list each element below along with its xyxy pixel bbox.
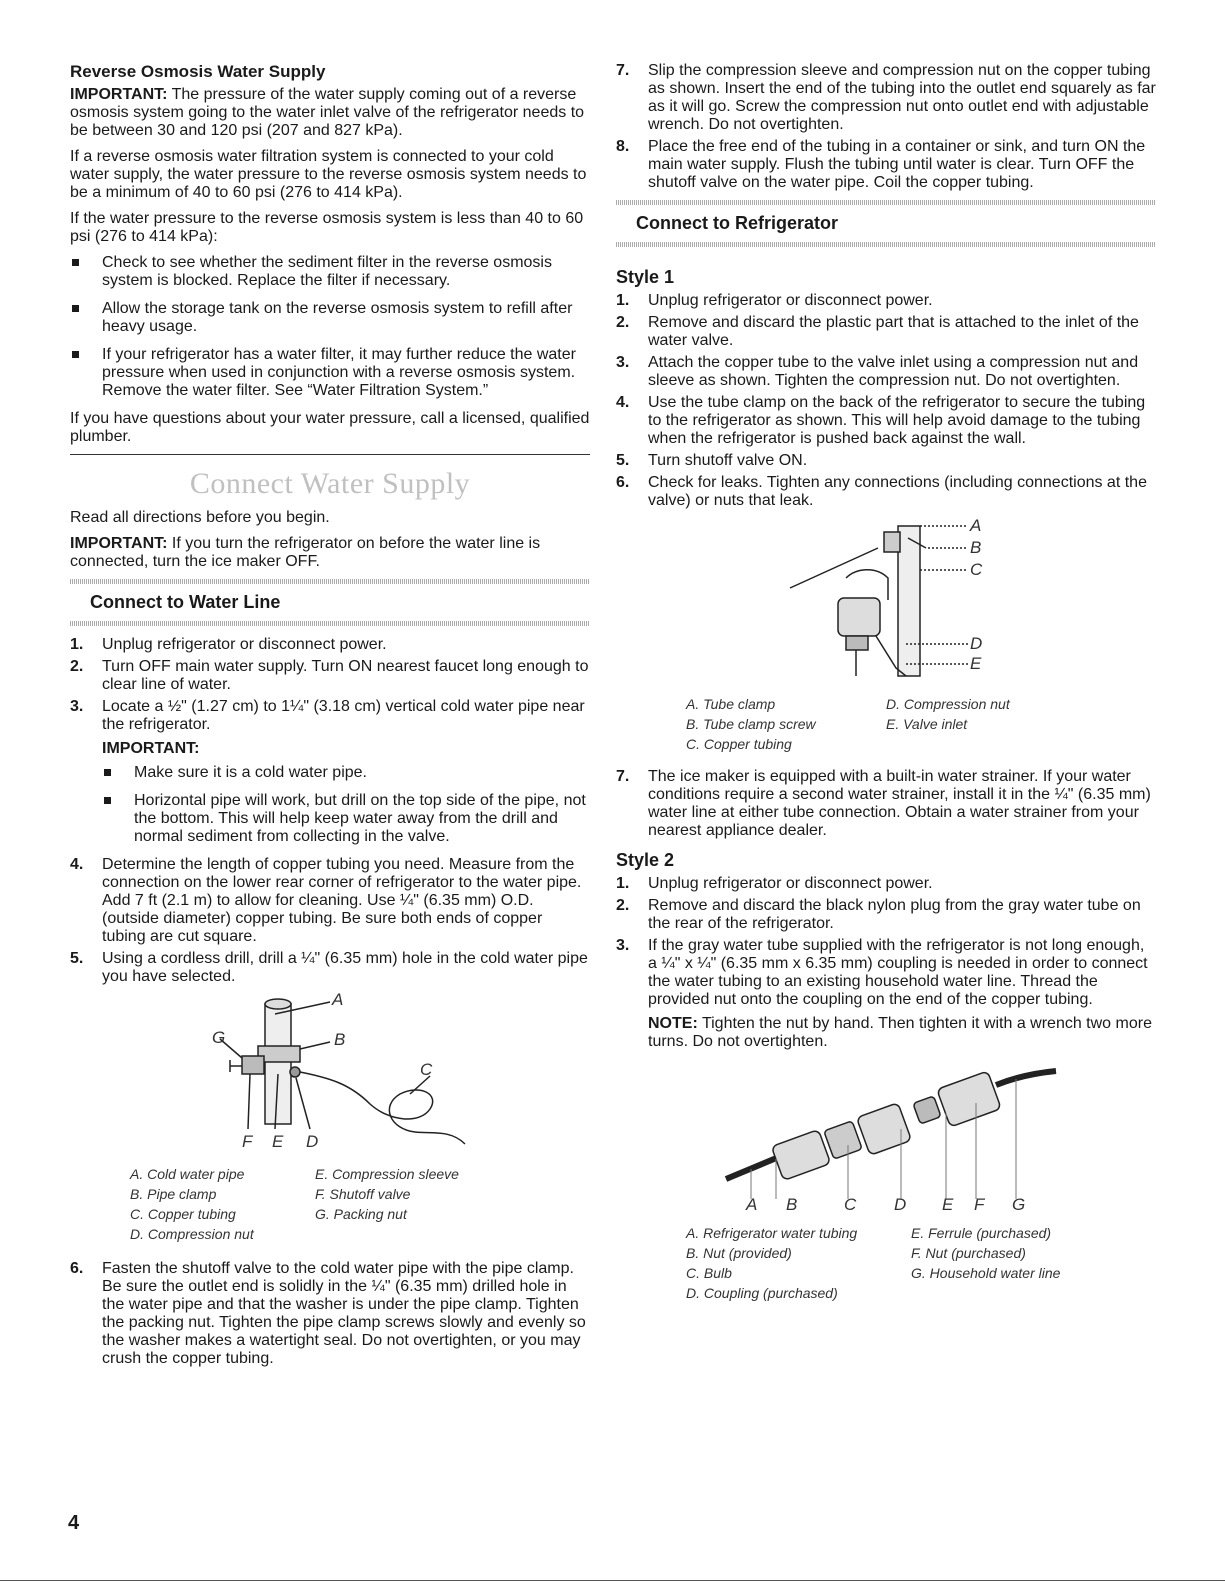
step-number: 3. (616, 937, 630, 954)
legend-column (315, 1164, 459, 1244)
legend-item: C. Bulb (686, 1265, 732, 1281)
figure-legend (686, 1223, 1156, 1303)
list-item: If your refrigerator has a water filter, it may further reduce the water pressure when used in conjunction with a reverse osmosis system. Remove the water filter. See “Water Filtration System.” (70, 346, 590, 400)
step-text: Locate a ½" (1.27 cm) to 1¼" (3.18 cm) vertical cold water pipe near the refrigerator. (102, 698, 585, 733)
valve-inlet-illustration (616, 518, 1156, 688)
legend-item: D. Coupling (purchased) (686, 1285, 838, 1301)
cws-paragraph: Read all directions before you begin. (70, 509, 330, 526)
ctr-heading: Connect to Refrigerator (636, 213, 839, 233)
cwl-bullets (102, 764, 590, 846)
list-item (616, 354, 1156, 390)
legend-item: F. Shutoff valve (315, 1186, 411, 1202)
step-text: Place the free end of the tubing in a container or sink, and turn ON the main water supply. Flush the tubing until water is clear. Turn OFF the shutoff valve on the water pipe. Coil the copper tubing. (648, 138, 1146, 191)
legend-item: C. Copper tubing (686, 736, 792, 752)
page-number: 4 (68, 1512, 80, 1534)
list-item (70, 950, 590, 986)
hatched-bar (70, 621, 590, 626)
step-number: 1. (616, 292, 630, 309)
ro-paragraph-3: If the water pressure to the reverse osmosis system is less than 40 to 60 psi (276 to 414 kPa): (70, 210, 584, 245)
list-item: Allow the storage tank on the reverse osmosis system to refill after heavy usage. (70, 300, 590, 336)
note-label: NOTE: (648, 1015, 698, 1032)
list-item: Horizontal pipe will work, but drill on the top side of the pipe, not the bottom. This will help keep water away from the drill and normal sediment from collecting in the valve. (102, 792, 590, 846)
step-text: Remove and discard the plastic part that is attached to the inlet of the water valve. (648, 314, 1139, 349)
step-text: Fasten the shutoff valve to the cold water pipe with the pipe clamp. Be sure the outlet end is solidly in the ¼" (6.35 mm) drilled hole in the water pipe and that the washer is under the pipe clamp. Tighten the packing nut. Tighten the pipe clamp screws slowly and evenly so the washer makes a watertight seal. Do not overtighten, or you may crush the copper tubing. (102, 1260, 586, 1367)
step-number: 5. (70, 950, 84, 967)
important-text: The pressure of the water supply coming out of a reverse osmosis system going to the water inlet valve of the refrigerator needs to be between 30 and 120 psi (207 and 827 kPa). (70, 86, 585, 139)
legend-item: E. Compression sleeve (315, 1166, 459, 1182)
legend-item: A. Tube clamp (686, 696, 776, 712)
shutoff-valve-figure (70, 990, 590, 1164)
list-item (70, 698, 590, 846)
important-label: IMPORTANT: (70, 535, 168, 552)
figure-label-c: C (970, 560, 983, 579)
ro-heading: Reverse Osmosis Water Supply (70, 62, 326, 81)
ro-paragraph-4: If you have questions about your water pressure, call a licensed, qualified plumber. (70, 410, 590, 445)
figure-label-g: G (212, 1028, 226, 1047)
figure-legend (686, 694, 1156, 754)
ro-paragraph-2: If a reverse osmosis water filtration system is connected to your cold water supply, the water pressure to the reverse osmosis system needs to be a minimum of 40 to 60 psi (276 to 414 kPa). (70, 148, 587, 201)
style1-heading: Style 1 (616, 267, 675, 287)
divider (70, 454, 590, 455)
hatched-bar (616, 242, 1156, 247)
legend-item: D. Compression nut (130, 1226, 254, 1242)
cws-important (70, 535, 590, 571)
figure-label-f: F (242, 1132, 253, 1151)
step-number: 2. (616, 314, 630, 331)
list-item (616, 937, 1156, 1051)
legend-item: F. Nut (purchased) (911, 1245, 1026, 1261)
figure-legend (130, 1164, 590, 1244)
figure-label-a: A (970, 516, 982, 535)
list-item (616, 394, 1156, 448)
list-item (616, 768, 1156, 840)
list-item (616, 897, 1156, 933)
list-item (616, 292, 1156, 310)
figure-label-d: D (970, 634, 983, 653)
step-number: 1. (616, 875, 630, 892)
step-text: Turn shutoff valve ON. (648, 452, 808, 469)
legend-item: G. Household water line (911, 1265, 1061, 1281)
cwl-steps-cont (70, 1260, 590, 1368)
important-label: IMPORTANT: (70, 86, 168, 103)
list-item (616, 474, 1156, 510)
step-text: If the gray water tube supplied with the refrigerator is not long enough, a ¼" x ¼" (6.35 mm x 6.35 mm) coupling is needed in order to connect the water tubing to an existing household water line. Thread the provided nut onto the coupling on the end of the copper tubing. (648, 937, 1148, 1008)
step-number: 6. (616, 474, 630, 491)
step-text: Unplug refrigerator or disconnect power. (648, 292, 933, 309)
legend-column (130, 1164, 315, 1244)
step-number: 6. (70, 1260, 84, 1277)
important-text: If you turn the refrigerator on before the water line is connected, turn the ice maker OFF. (70, 535, 541, 570)
coupling-illustration (616, 1059, 1156, 1219)
step-number: 3. (70, 698, 84, 715)
cwl-heading: Connect to Water Line (90, 592, 281, 612)
figure-label-d: D (894, 1195, 907, 1214)
figure-label-f: F (974, 1195, 985, 1214)
figure-label-c: C (844, 1195, 857, 1214)
legend-item: C. Copper tubing (130, 1206, 236, 1222)
list-item (616, 62, 1156, 134)
step-number: 8. (616, 138, 630, 155)
legend-item: A. Refrigerator water tubing (686, 1225, 858, 1241)
cwl-steps (70, 636, 590, 986)
cwl-steps-right (616, 62, 1156, 192)
step-text: Remove and discard the black nylon plug from the gray water tube on the rear of the refrigerator. (648, 897, 1141, 932)
step-text: Using a cordless drill, drill a ¼" (6.35 mm) hole in the cold water pipe you have selected. (102, 950, 588, 985)
style1-steps (616, 292, 1156, 510)
figure-label-d: D (306, 1132, 319, 1151)
list-item (616, 138, 1156, 192)
step-text: Check for leaks. Tighten any connections (including connections at the valve) or nuts that leak. (648, 474, 1147, 509)
legend-item: B. Tube clamp screw (686, 716, 816, 732)
step-number: 2. (70, 658, 84, 675)
legend-item: E. Valve inlet (886, 716, 968, 732)
important-label: IMPORTANT: (102, 740, 200, 757)
list-item (616, 314, 1156, 350)
step-number: 1. (70, 636, 84, 653)
step-text: Unplug refrigerator or disconnect power. (102, 636, 387, 653)
list-item: Check to see whether the sediment filter in the reverse osmosis system is blocked. Replace the filter if necessary. (70, 254, 590, 290)
figure-label-b: B (334, 1030, 346, 1049)
figure-label-b: B (970, 538, 982, 557)
step-number: 3. (616, 354, 630, 371)
step-text: Slip the compression sleeve and compression nut on the copper tubing as shown. Insert the end of the tubing into the outlet end squarely as far as it will go. Screw the compression nut onto outlet end with adjustable wrench. Do not overtighten. (648, 62, 1156, 133)
figure-label-c: C (420, 1060, 433, 1079)
legend-item: E. Ferrule (purchased) (911, 1225, 1052, 1241)
step-number: 4. (70, 856, 84, 873)
step-number: 7. (616, 768, 630, 785)
legend-item: G. Packing nut (315, 1206, 407, 1222)
footer-divider (0, 1580, 1225, 1581)
step-text: Unplug refrigerator or disconnect power. (648, 875, 933, 892)
valve-inlet-figure (616, 518, 1156, 688)
step-number: 4. (616, 394, 630, 411)
figure-label-a: A (746, 1195, 758, 1214)
list-item (70, 1260, 590, 1368)
note-text: Tighten the nut by hand. Then tighten it with a wrench two more turns. Do not overtighten. (648, 1015, 1152, 1050)
style2-note (648, 1015, 1156, 1051)
coupling-figure (616, 1059, 1156, 1219)
style2-heading: Style 2 (616, 850, 675, 870)
figure-label-b: B (786, 1195, 798, 1214)
style1-steps-cont (616, 768, 1156, 840)
list-item (616, 452, 1156, 470)
right-column (616, 62, 1156, 1303)
legend-column (686, 694, 886, 754)
shutoff-valve-illustration (70, 994, 590, 1164)
step-text: Turn OFF main water supply. Turn ON nearest faucet long enough to clear line of water. (102, 658, 589, 693)
legend-column (911, 1223, 1060, 1303)
legend-item: A. Cold water pipe (130, 1166, 245, 1182)
figure-label-g: G (1012, 1195, 1026, 1214)
list-item (70, 856, 590, 946)
left-column (70, 62, 590, 1376)
figure-label-e: E (970, 654, 982, 673)
legend-column (686, 1223, 911, 1303)
step-text: Use the tube clamp on the back of the refrigerator to secure the tubing to the refrigerator as shown. This will help avoid damage to the tubing when the refrigerator is pushed back against the wall. (648, 394, 1146, 447)
legend-column (886, 694, 1010, 754)
ro-important (70, 86, 590, 140)
list-item (70, 658, 590, 694)
ro-bullets (70, 254, 590, 400)
step-text: Determine the length of copper tubing you need. Measure from the connection on the lower rear corner of refrigerator to the water pipe. Add 7 ft (2.1 m) to allow for cleaning. Use ¼" (6.35 mm) O.D. (outside diameter) copper tubing. Be sure both ends of copper tubing are cut square. (102, 856, 582, 945)
figure-label-e: E (272, 1132, 284, 1151)
figure-label-a: A (332, 990, 344, 1009)
list-item (70, 636, 590, 654)
style2-steps (616, 875, 1156, 1051)
step-text: Attach the copper tube to the valve inlet using a compression nut and sleeve as shown. Tighten the compression nut. Do not overtighten. (648, 354, 1139, 389)
step-text: The ice maker is equipped with a built-in water strainer. If your water conditions require a second water strainer, install it in the ¼" (6.35 mm) water line at either tube connection. Obtain a water strainer from your nearest appliance dealer. (648, 768, 1151, 839)
step-number: 7. (616, 62, 630, 79)
figure-label-e: E (942, 1195, 954, 1214)
step-number: 2. (616, 897, 630, 914)
list-item (616, 875, 1156, 893)
list-item: Make sure it is a cold water pipe. (102, 764, 590, 782)
legend-item: B. Pipe clamp (130, 1186, 217, 1202)
step-number: 5. (616, 452, 630, 469)
legend-item: D. Compression nut (886, 696, 1010, 712)
section-title: Connect Water Supply (189, 467, 471, 500)
legend-item: B. Nut (provided) (686, 1245, 792, 1261)
